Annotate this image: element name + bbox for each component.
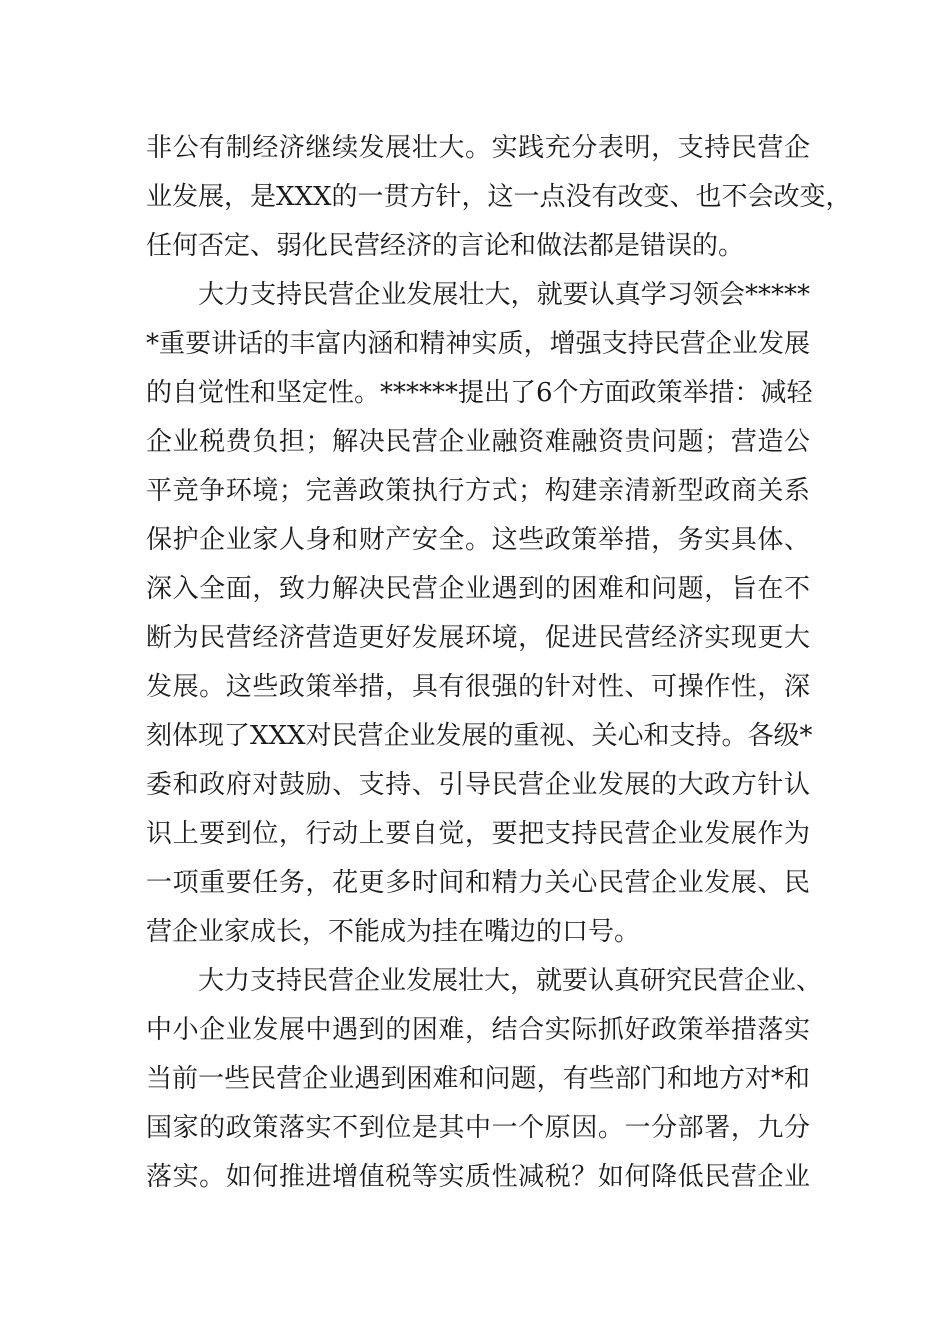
text-line: 落实。如何推进增值税等实质性减税？如何降低民营企业 [146, 1162, 810, 1192]
text-line: 国家的政策落实不到位是其中一个原因。一分部署，九分 [146, 1113, 810, 1143]
text-line: 发展。这些政策举措，具有很强的针对性、可操作性，深 [146, 672, 810, 702]
text-line: 任何否定、弱化民营经济的言论和做法都是错误的。 [146, 231, 745, 261]
paragraph-1 [146, 124, 852, 271]
text-line: 企业税费负担；解决民营企业融资难融资贵问题；营造公 [146, 427, 810, 457]
text-line: 中小企业发展中遇到的困难，结合实际抓好政策举措落实 [146, 1015, 810, 1045]
text-line: 识上要到位，行动上要自觉，要把支持民营企业发展作为 [146, 819, 810, 849]
text-line: 营企业家成长，不能成为挂在嘴边的口号。 [146, 917, 641, 947]
text-line: 委和政府对鼓励、支持、引导民营企业发展的大政方针认 [146, 770, 810, 800]
text-line: 保护企业家人身和财产安全。这些政策举措，务实具体、 [146, 525, 810, 555]
paragraph-3 [146, 957, 823, 1202]
text-line: 一项重要任务，花更多时间和精力关心民营企业发展、民 [146, 868, 810, 898]
text-line: 的自觉性和坚定性。******提出了6个方面政策举措：减轻 [146, 378, 813, 408]
text-line: 业发展，是XXX的一贯方针，这一点没有改变、也不会改变， [146, 182, 852, 212]
text-line: 断为民营经济营造更好发展环境，促进民营经济实现更大 [146, 623, 810, 653]
text-line: 当前一些民营企业遇到困难和问题，有些部门和地方对*和 [146, 1064, 810, 1094]
paragraph-2 [146, 271, 813, 957]
text-line: 非公有制经济继续发展壮大。实践充分表明，支持民营企 [146, 133, 810, 163]
document-body [146, 124, 852, 1202]
text-line: *重要讲话的丰富内涵和精神实质，增强支持民营企业发展 [146, 329, 810, 359]
text-line: 大力支持民营企业发展壮大，就要认真学习领会***** [198, 280, 810, 310]
text-line: 平竞争环境；完善政策执行方式；构建亲清新型政商关系 [146, 476, 810, 506]
text-line: 大力支持民营企业发展壮大，就要认真研究民营企业、 [198, 966, 823, 996]
text-line: 深入全面，致力解决民营企业遇到的困难和问题，旨在不 [146, 574, 810, 604]
text-line: 刻体现了XXX对民营企业发展的重视、关心和支持。各级* [146, 721, 813, 751]
